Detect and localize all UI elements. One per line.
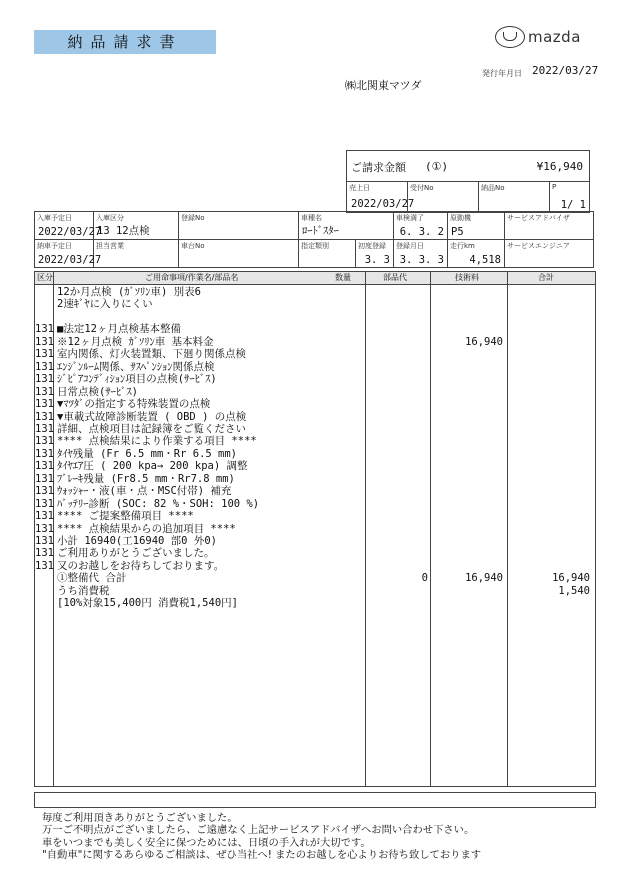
line-description: ■法定12ヶ月点検基本整備 — [57, 323, 181, 336]
column-header-parts: 部品代 — [383, 273, 407, 282]
line-code: 131 — [35, 472, 54, 485]
line-code: 131 — [35, 510, 54, 523]
inspection-expiry-label: 車検満了 — [396, 214, 424, 222]
category-label: 指定類別 — [301, 242, 329, 250]
line-total-amount: 1,540 — [558, 584, 590, 597]
line-description: **** ご提案整備項目 **** — [57, 510, 194, 523]
page-number: 1/ 1 — [560, 199, 586, 211]
reg-date-label: 登録月日 — [396, 242, 424, 250]
line-code: 131 — [35, 398, 54, 411]
page-label: P — [552, 183, 557, 191]
line-code: 131 — [35, 522, 54, 535]
line-code: 131 — [35, 373, 54, 386]
line-items-table — [34, 271, 596, 787]
line-code: 131 — [35, 348, 54, 361]
line-description: ご利用ありがとうございました。 — [57, 547, 215, 560]
entry-type-label: 入庫区分 — [96, 214, 124, 222]
footer-message-4: "自動車"に関するあらゆるご相談は、ぜひ当社へ! またのお越しを心よりお待ち致しております — [42, 848, 482, 861]
line-description: 室内関係、灯火装置類、下廻り関係点検 — [57, 348, 246, 361]
footer-message-3: 車をいつまでも美しく安全に保つためには、日頃の手入れが大切です。 — [42, 836, 371, 849]
line-description: 詳細、点検項目は記録簿をご覧ください — [57, 422, 246, 435]
column-header-code: 区分 — [37, 273, 53, 282]
line-description: 又のお越しをお待ちしております。 — [57, 559, 225, 572]
line-description: ﾀｲﾔｴｱ圧 ( 200 kpa→ 200 kpa) 調整 — [57, 460, 248, 473]
billing-box — [346, 150, 590, 213]
entry-type: 13 12点検 — [97, 225, 150, 237]
line-code: 131 — [35, 547, 54, 560]
line-items-body — [35, 286, 595, 784]
line-code: 131 — [35, 447, 54, 460]
line-description: うち消費税 — [57, 584, 110, 597]
line-description: ｼﾞﾋﾟｱｺﾝﾃﾞｨｼｮﾝ項目の点検(ｻｰﾋﾞｽ) — [57, 373, 217, 386]
sales-staff-label: 担当営業 — [96, 242, 124, 250]
line-total-amount: 16,940 — [552, 572, 590, 585]
dealer-name: ㈱北関東マツダ — [345, 79, 422, 92]
column-header-quantity: 数量 — [335, 273, 351, 282]
line-code: 131 — [35, 335, 54, 348]
line-code: 131 — [35, 460, 54, 473]
line-code: 131 — [35, 422, 54, 435]
line-code: 131 — [35, 385, 54, 398]
billing-amount-ref: (①) — [425, 160, 449, 173]
advisor-label: サービスアドバイザ — [507, 214, 570, 222]
footer-messages — [42, 812, 481, 861]
inspection-expiry: 6. 3. 2 — [399, 226, 444, 238]
line-description: 12か月点検 (ｶﾞｿﾘﾝ車) 別表6 — [57, 286, 202, 298]
car-name-label: 車種名 — [301, 214, 322, 222]
line-description: **** 点検結果からの追加項目 **** — [57, 522, 236, 535]
mazda-emblem-icon — [495, 26, 525, 48]
mileage: 4,518 — [469, 254, 501, 266]
line-description: ▼ﾏﾂﾀﾞの指定する特殊装置の点検 — [57, 398, 211, 411]
entry-date: 2022/03/27 — [38, 226, 102, 238]
line-labor-amount: 16,940 — [465, 572, 503, 585]
line-code: 131 — [35, 435, 54, 448]
mileage-label: 走行km — [450, 242, 475, 250]
delivery-date-label: 納車予定日 — [37, 242, 72, 250]
footer-message-1: 毎度ご利用頂きありがとうございました。 — [42, 812, 238, 824]
line-description: ﾊﾞｯﾃﾘｰ診断 (SOC: 82 %・SOH: 100 %) — [57, 497, 260, 510]
column-header-total: 合計 — [538, 273, 554, 282]
sales-date-label: 売上日 — [349, 184, 370, 192]
line-code: 131 — [35, 535, 54, 547]
line-code: 131 — [35, 485, 54, 498]
engineer-label: サービスエンジニア — [507, 242, 570, 250]
mazda-logo — [495, 26, 595, 48]
first-reg-label: 初度登録 — [358, 242, 386, 250]
line-description: **** 点検結果により作業する項目 **** — [57, 435, 257, 448]
billing-amount: ¥16,940 — [536, 160, 583, 173]
document-title: 納品請求書 — [34, 30, 216, 54]
chassis-no-label: 車台No — [181, 242, 205, 250]
column-header-description: ご用命事項/作業名/部品名 — [145, 273, 239, 282]
issue-date: 2022/03/27 — [532, 64, 599, 77]
billing-amount-label: ご請求金額 — [351, 161, 406, 174]
line-description: 日常点検(ｻｰﾋﾞｽ) — [57, 385, 138, 398]
delivery-no-label: 納品No — [481, 184, 505, 192]
delivery-date: 2022/03/27 — [38, 254, 102, 266]
line-code: 131 — [35, 323, 54, 336]
receipt-no-label: 受付No — [410, 184, 434, 192]
issue-date-label: 発行年月日 — [482, 69, 522, 78]
line-code: 131 — [35, 559, 54, 572]
line-description: ｴﾝｼﾞﾝﾙｰﾑ関係、ｻｽﾍﾟﾝｼｮﾝ関係点検 — [57, 360, 215, 373]
column-header-labor: 技術料 — [455, 273, 479, 282]
line-code: 131 — [35, 360, 54, 373]
line-description: [10%対象15,400円 消費税1,540円] — [57, 597, 238, 610]
vehicle-info-table — [34, 211, 594, 268]
engine-label: 原動機 — [450, 214, 471, 222]
reg-no-label: 登録No — [181, 214, 205, 222]
line-code: 131 — [35, 410, 54, 423]
line-description: ①整備代 合計 — [57, 572, 127, 585]
line-description: ﾌﾞﾚｰｷ残量 (Fr8.5 mm・Rr7.8 mm) — [57, 472, 235, 485]
engine: P5 — [451, 226, 464, 238]
remarks-box — [34, 792, 596, 808]
line-description: ﾀｲﾔ残量 (Fr 6.5 mm・Rr 6.5 mm) — [57, 447, 238, 460]
brand-name: mazda — [528, 28, 581, 46]
line-description: ※12ヶ月点検 ｶﾞｿﾘﾝ車 基本料金 — [57, 335, 214, 348]
line-code: 131 — [35, 497, 54, 510]
line-description: ｳｫｯｼｬｰ・液(車・点・MSC付帯) 補充 — [57, 485, 232, 498]
footer-message-2: 万一ご不明点がございましたら、ご遠慮なく上記サービスアドバイザへお問い合わせ下さい。 — [42, 824, 475, 837]
first-reg: 3. 3 — [364, 254, 390, 266]
car-name: ﾛｰﾄﾞｽﾀｰ — [302, 225, 339, 237]
sales-date: 2022/03/27 — [351, 198, 415, 210]
line-labor-amount: 16,940 — [465, 335, 503, 348]
line-description: 小計 16940(工16940 部0 外0) — [57, 535, 217, 547]
line-parts-amount: 0 — [421, 572, 428, 585]
reg-date: 3. 3. 3 — [399, 254, 444, 266]
line-description: ▼車載式故障診断装置 ( OBD ) の点検 — [57, 410, 247, 423]
entry-date-label: 入庫予定日 — [37, 214, 72, 222]
line-description: 2速ｷﾞﾔに入りにくい — [57, 298, 153, 311]
